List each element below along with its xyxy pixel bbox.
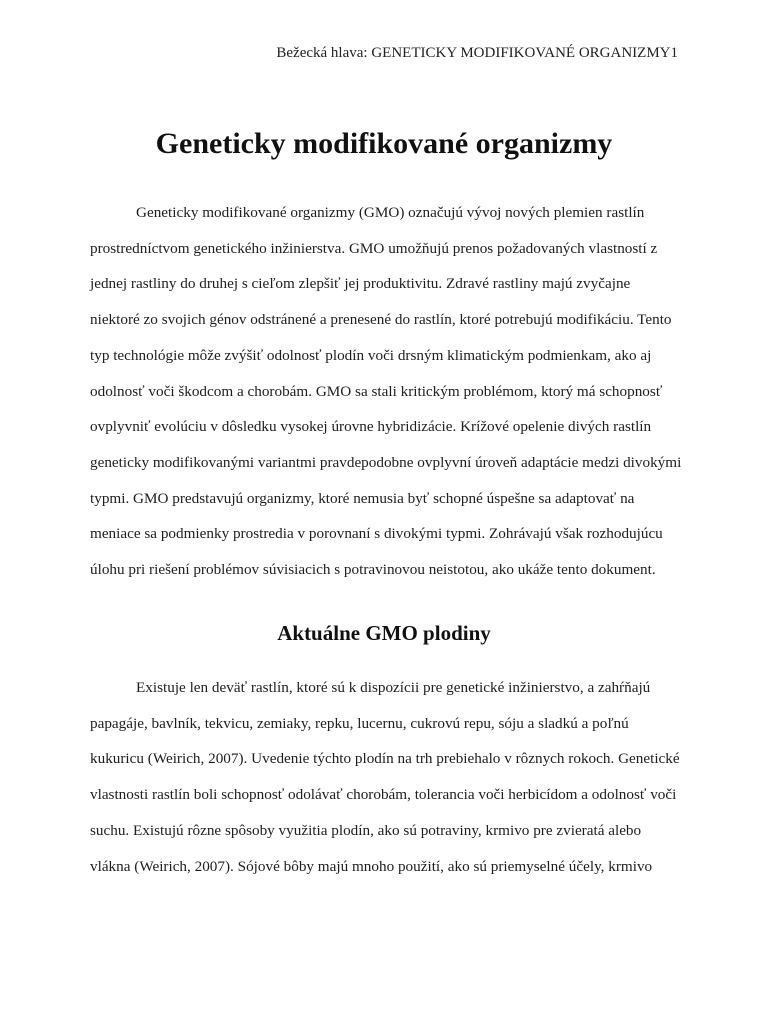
- paragraph-line: odolnosť voči škodcom a chorobám. GMO sa stali kritickým problémom, ktorý má schopnosť: [90, 382, 663, 400]
- paragraph-current-crops: [90, 670, 678, 884]
- paragraph-line: papagáje, bavlník, tekvicu, zemiaky, repku, lucernu, cukrovú repu, sóju a sladkú a poľnú: [90, 714, 629, 732]
- paragraph-line: meniace sa podmienky prostredia v porovnaní s divokými typmi. Zohrávajú však rozhodujúcu: [90, 525, 663, 543]
- paragraph-line: jednej rastliny do druhej s cieľom zlepšiť jej produktivitu. Zdravé rastliny majú zvyčajne: [90, 275, 631, 293]
- paragraph-line: vlákna (Weirich, 2007). Sójové bôby majú mnoho použití, ako sú priemyselné účely, krmivo: [90, 857, 653, 875]
- paragraph-line: suchu. Existujú rôzne spôsoby využitia plodín, ako sú potraviny, krmivo pre zvieratá alebo: [90, 821, 642, 839]
- paragraph-line: Existuje len deväť rastlín, ktoré sú k dispozícii pre genetické inžinierstvo, a zahŕňajú: [136, 679, 651, 696]
- paragraph-line: vlastnosti rastlín boli schopnosť odolávať chorobám, tolerancia voči herbicídom a odolnosť voči: [90, 786, 677, 804]
- document-title: Geneticky modifikované organizmy: [155, 127, 613, 160]
- section-heading: Aktuálne GMO plodiny: [277, 621, 491, 645]
- paragraph-line: niektoré zo svojich génov odstránené a prenesené do rastlín, ktoré potrebujú modifikáciu. Tento: [90, 311, 672, 329]
- paragraph-intro: [90, 195, 682, 588]
- paragraph-line: Geneticky modifikované organizmy (GMO) označujú vývoj nových plemien rastlín: [136, 204, 645, 221]
- paragraph-line: ovplyvniť evolúciu v dôsledku vysokej úrovne hybridizácie. Krížové opelenie divých rastlín: [90, 418, 652, 436]
- paragraph-line: typmi. GMO predstavujú organizmy, ktoré nemusia byť schopné úspešne sa adaptovať na: [90, 489, 635, 507]
- paragraph-line: typ technológie môže zvýšiť odolnosť plodín voči drsným klimatickým podmienkam, ako aj: [90, 346, 652, 364]
- paragraph-line: úlohu pri riešení problémov súvisiacich s potravinovou neistotou, ako ukáže tento dokument.: [90, 561, 656, 579]
- paragraph-line: kukuricu (Weirich, 2007). Uvedenie týchto plodín na trh prebiehalo v rôznych rokoch. Genetické: [90, 750, 680, 768]
- running-head: Bežecká hlava: GENETICKY MODIFIKOVANÉ ORGANIZMY1: [276, 45, 678, 61]
- paragraph-line: geneticky modifikovanými variantmi pravdepodobne ovplyvní úroveň adaptácie medzi divokými: [90, 453, 682, 471]
- paragraph-line: prostredníctvom genetického inžinierstva. GMO umožňujú prenos požadovaných vlastností z: [90, 239, 658, 257]
